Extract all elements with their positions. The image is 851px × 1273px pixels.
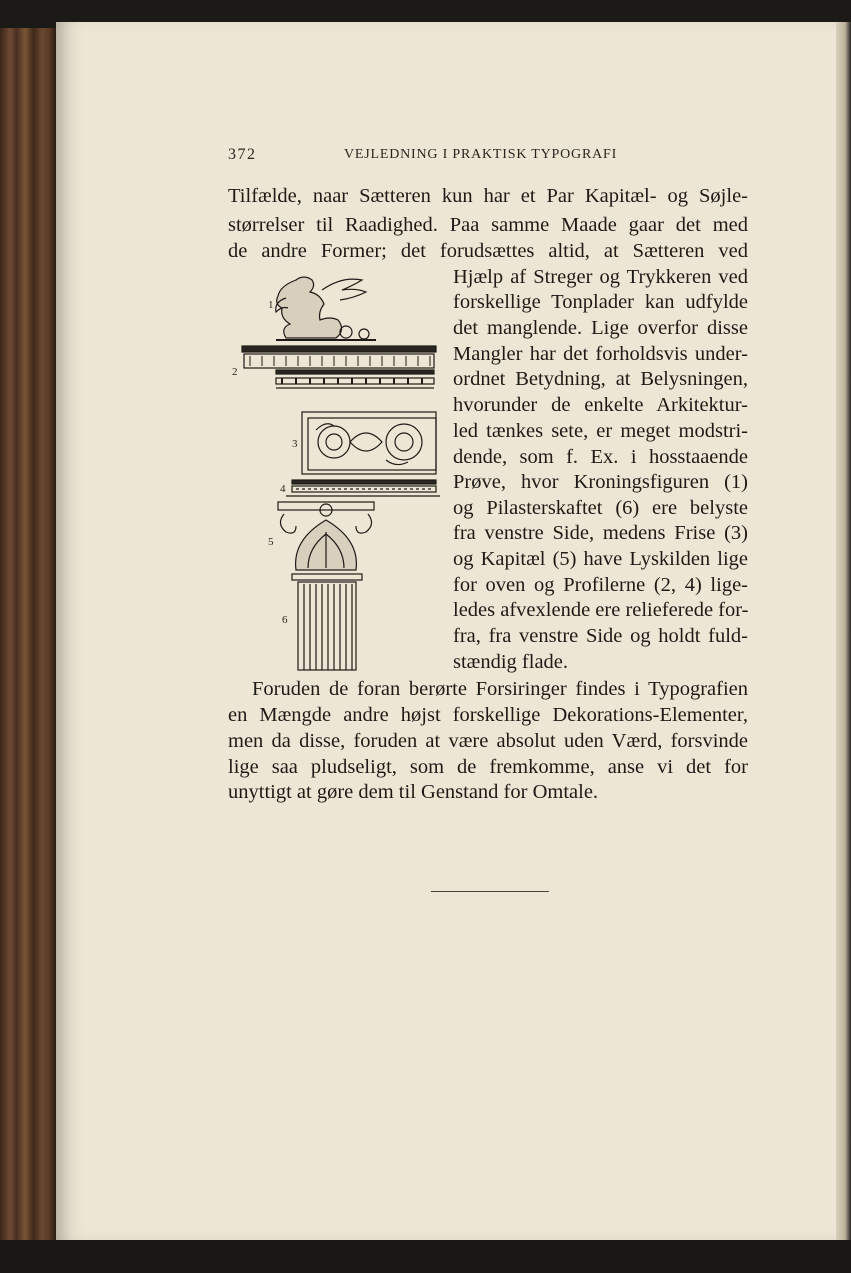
architrave-band	[286, 480, 440, 496]
text-line: dende, som f. Ex. i hosstaaende	[453, 446, 748, 468]
text-line: Prøve, hvor Kroningsfiguren (1)	[453, 471, 748, 493]
text-line: unyttigt at gøre dem til Genstand for Omtale.	[228, 781, 599, 803]
griffin-figure	[276, 277, 376, 340]
text-line: de andre Former; det forudsættes altid, at Sætteren ved	[228, 240, 748, 262]
text-line: Foruden de foran berørte Forsiringer findes i Typografien	[252, 678, 748, 700]
text-line: Mangler har det forholdsvis under-	[453, 343, 748, 365]
scan-background	[0, 1240, 851, 1273]
figure-label-5: 5	[268, 536, 274, 548]
pilaster-shaft	[298, 582, 356, 670]
text-line: men da disse, foruden at være absolut uden Værd, forsvinde	[228, 730, 748, 752]
cornice-profile	[242, 346, 436, 388]
text-line: lige saa pludseligt, som de fremkomme, anse vi det for	[228, 756, 748, 778]
text-line: størrelser til Raadighed. Paa samme Maade gaar det med	[228, 214, 748, 236]
text-line: forskellige Tonplader kan udfylde	[453, 291, 748, 313]
text-line: for oven og Profilerne (2, 4) lige-	[453, 574, 748, 596]
running-title: VEJLEDNING I PRAKTISK TYPOGRAFI	[344, 147, 618, 162]
text-line: og Pilasterskaftet (6) ere belyste	[453, 497, 748, 519]
figure-label-2: 2	[232, 366, 238, 378]
book-spine	[0, 28, 56, 1240]
page-edge	[836, 22, 851, 1240]
pilaster-capital	[278, 502, 374, 580]
text-line: Hjælp af Streger og Trykkeren ved	[453, 266, 748, 288]
frieze-panel	[302, 412, 436, 474]
text-line: Tilfælde, naar Sætteren kun har et Par Kapitæl- og Søjle-	[228, 185, 748, 207]
text-line: stændig flade.	[453, 651, 569, 673]
text-line: og Kapitæl (5) have Lyskilden lige	[453, 548, 748, 570]
end-rule	[431, 891, 549, 892]
figure-label-3: 3	[292, 438, 298, 450]
text-line: ordnet Betydning, at Belysningen,	[453, 368, 748, 390]
text-line: led tænkes sete, er meget modstri-	[453, 420, 748, 442]
text-line: det manglende. Lige overfor disse	[453, 317, 748, 339]
text-line: ledes afvexlende ere relieferede for-	[453, 599, 749, 621]
text-line: fra venstre Side, medens Frise (3)	[453, 522, 748, 544]
figure-label-6: 6	[282, 614, 288, 626]
figure-label-1: 1	[268, 299, 274, 311]
figure-label-4: 4	[280, 483, 286, 495]
page-header	[228, 146, 748, 170]
text-line: en Mængde andre højst forskellige Dekorations-Elementer,	[228, 704, 748, 726]
page-number: 372	[228, 146, 257, 163]
architectural-ornament-figure	[232, 270, 440, 672]
text-line: fra, fra venstre Side og holdt fuld-	[453, 625, 748, 647]
ornament-illustration	[236, 270, 440, 672]
text-line: hvorunder de enkelte Arkitektur-	[453, 394, 748, 416]
